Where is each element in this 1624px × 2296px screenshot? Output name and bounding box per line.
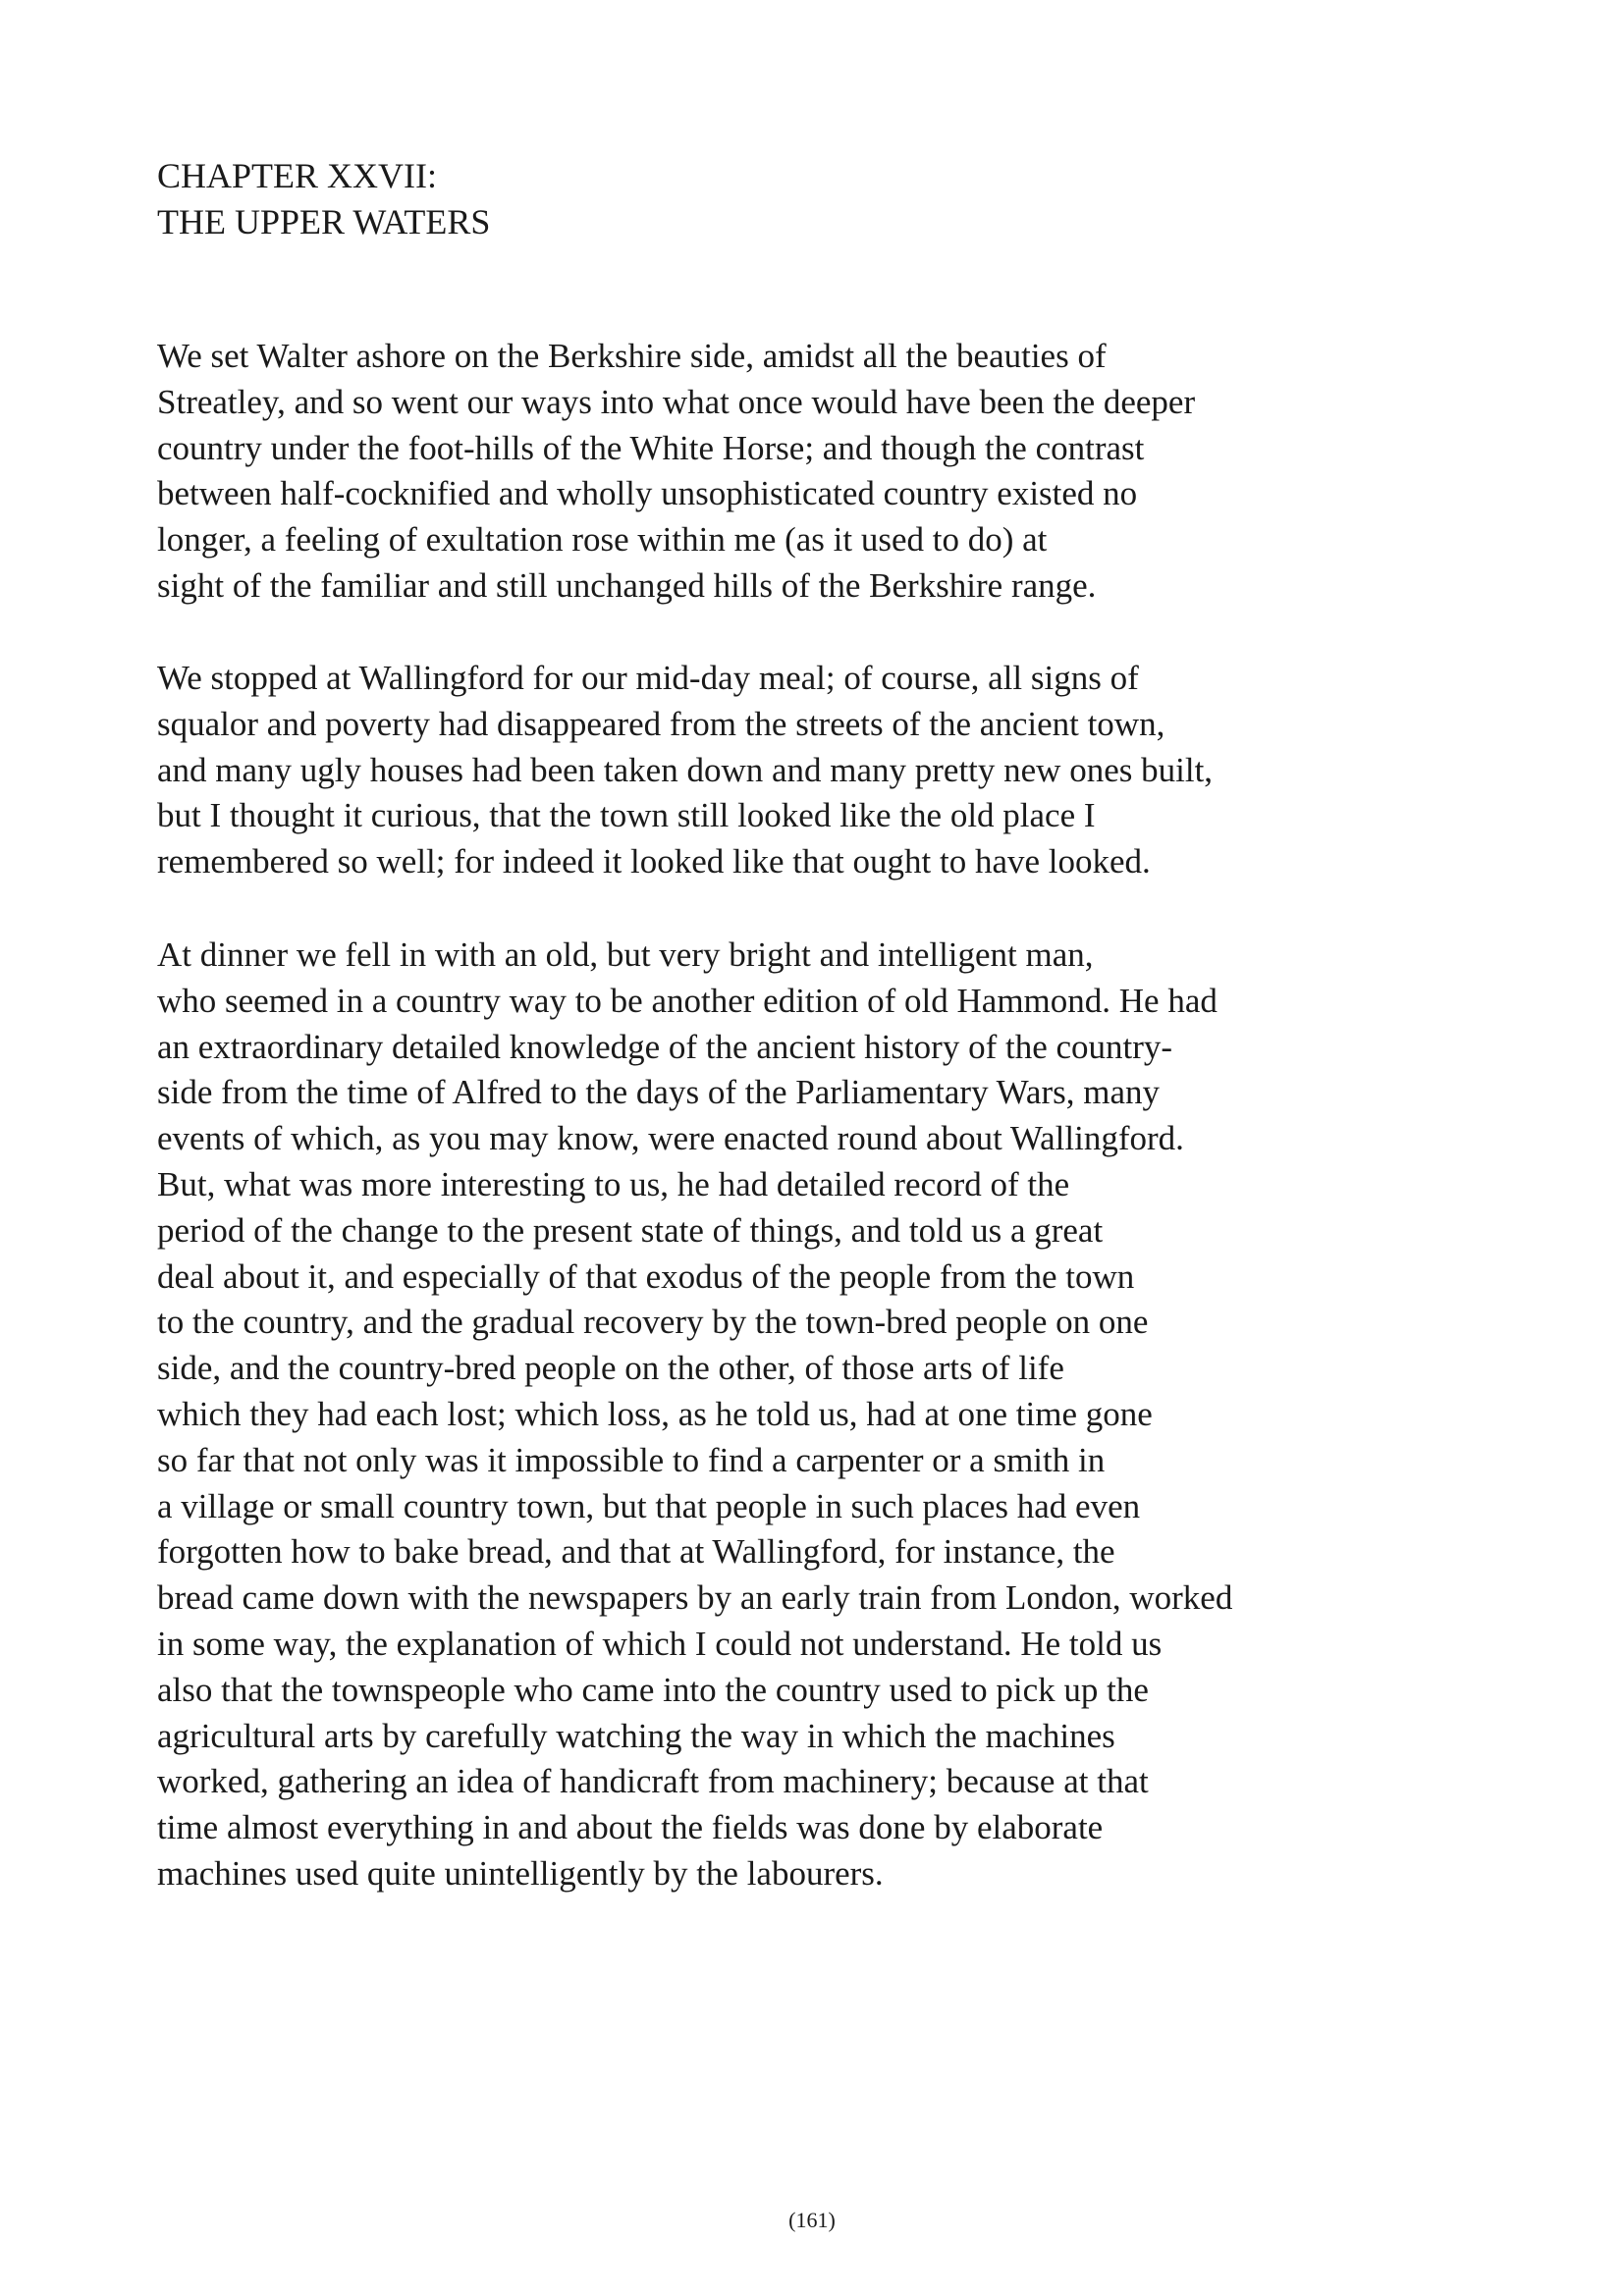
text-line: deal about it, and especially of that exodus of the people from the town xyxy=(157,1256,1135,1296)
text-line: but I thought it curious, that the town still looked like the old place I xyxy=(157,796,1096,835)
text-line: and many ugly houses had been taken down and many pretty new ones built, xyxy=(157,750,1214,789)
text-line: squalor and poverty had disappeared from the streets of the ancient town, xyxy=(157,704,1165,743)
text-line: worked, gathering an idea of handicraft from machinery; because at that xyxy=(157,1762,1149,1801)
text-line: bread came down with the newspapers by an early train from London, worked xyxy=(157,1578,1233,1618)
chapter-title: THE UPPER WATERS xyxy=(157,202,491,241)
chapter-number: CHAPTER XXVII: xyxy=(157,156,437,195)
text-line: machines used quite unintelligently by the labourers. xyxy=(157,1853,884,1893)
text-line: agricultural arts by carefully watching the way in which the machines xyxy=(157,1716,1115,1755)
text-line: At dinner we fell in with an old, but very bright and intelligent man, xyxy=(157,935,1094,974)
paragraph-2 xyxy=(157,656,1213,885)
text-line: forgotten how to bake bread, and that at Wallingford, for instance, the xyxy=(157,1532,1115,1572)
text-line: side, and the country-bred people on the other, of those arts of life xyxy=(157,1349,1064,1388)
text-line: an extraordinary detailed knowledge of the ancient history of the country- xyxy=(157,1027,1173,1066)
paragraph-1 xyxy=(157,334,1195,610)
text-line: period of the change to the present state of things, and told us a great xyxy=(157,1210,1104,1250)
text-line: in some way, the explanation of which I could not understand. He told us xyxy=(157,1624,1163,1663)
text-line: longer, a feeling of exultation rose within me (as it used to do) at xyxy=(157,520,1048,560)
text-line: also that the townspeople who came into the country used to pick up the xyxy=(157,1670,1149,1709)
text-line: Streatley, and so went our ways into what once would have been the deeper xyxy=(157,382,1196,421)
text-line: country under the foot-hills of the White Horse; and though the contrast xyxy=(157,428,1145,467)
text-line: remembered so well; for indeed it looked like that ought to have looked. xyxy=(157,842,1151,881)
text-line: who seemed in a country way to be another edition of old Hammond. He had xyxy=(157,981,1218,1020)
page-number: (161) xyxy=(788,2208,836,2232)
text-line: which they had each lost; which loss, as he told us, had at one time gone xyxy=(157,1394,1153,1433)
text-line: between half-cocknified and wholly unsophisticated country existed no xyxy=(157,474,1138,513)
chapter-heading xyxy=(157,153,490,245)
text-line: We stopped at Wallingford for our mid-day meal; of course, all signs of xyxy=(157,659,1139,697)
text-line: But, what was more interesting to us, he had detailed record of the xyxy=(157,1164,1070,1203)
text-line: a village or small country town, but that people in such places had even xyxy=(157,1486,1141,1525)
paragraph-3 xyxy=(157,933,1232,1897)
text-line: so far that not only was it impossible to find a carpenter or a smith in xyxy=(157,1440,1106,1479)
text-line: sight of the familiar and still unchanged hills of the Berkshire range. xyxy=(157,565,1097,605)
text-line: time almost everything in and about the fields was done by elaborate xyxy=(157,1808,1104,1847)
text-line: to the country, and the gradual recovery by the town-bred people on one xyxy=(157,1303,1149,1342)
text-line: side from the time of Alfred to the days of the Parliamentary Wars, many xyxy=(157,1073,1160,1112)
text-line: We set Walter ashore on the Berkshire side, amidst all the beauties of xyxy=(157,337,1107,375)
text-line: events of which, as you may know, were enacted round about Wallingford. xyxy=(157,1119,1184,1158)
